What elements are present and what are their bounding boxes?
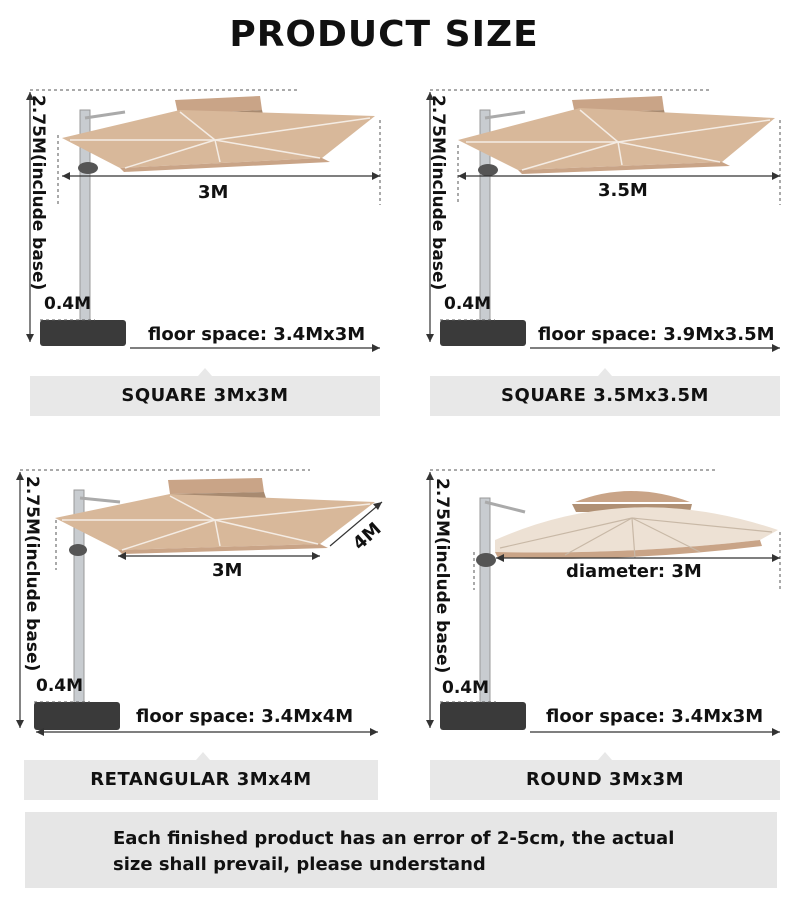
caption-bar bbox=[30, 376, 380, 416]
notice-line-1: Each finished product has an error of 2-5cm, the actual bbox=[113, 828, 675, 849]
page-title: PRODUCT SIZE bbox=[229, 14, 539, 55]
error-notice bbox=[25, 812, 777, 888]
depth-label: 4M bbox=[348, 518, 386, 555]
floor-space-label: floor space: 3.4Mx3M bbox=[148, 324, 366, 345]
width-label: 3M bbox=[198, 182, 229, 203]
umbrella-square-3x3-illustration bbox=[0, 0, 400, 420]
height-label: 2.75M(include base) bbox=[432, 478, 452, 674]
base-height-label: 0.4M bbox=[36, 676, 84, 696]
caption-square-3x3: SQUARE 3Mx3M bbox=[121, 385, 289, 406]
floor-space-label: floor space: 3.9Mx3.5M bbox=[538, 324, 775, 345]
caption-bar bbox=[430, 376, 780, 416]
width-label: 3.5M bbox=[598, 180, 648, 201]
height-label: 2.75M(include base) bbox=[428, 95, 448, 291]
umbrella-square-3-5-illustration bbox=[400, 0, 800, 420]
height-label: 2.75M(include base) bbox=[22, 476, 42, 672]
umbrella-panel-round-3x3 bbox=[400, 440, 800, 810]
base-height-label: 0.4M bbox=[44, 294, 92, 314]
caption-bar bbox=[24, 760, 378, 800]
notice-line-2: size shall prevail, please understand bbox=[113, 854, 486, 875]
umbrella-panel-square-3x3 bbox=[0, 0, 400, 420]
floor-space-label: floor space: 3.4Mx4M bbox=[136, 706, 354, 727]
caption-bar bbox=[430, 760, 780, 800]
caption-square-3-5x3-5: SQUARE 3.5Mx3.5M bbox=[501, 385, 709, 406]
caption-rectangular-3x4: RETANGULAR 3Mx4M bbox=[90, 769, 312, 790]
width-label: 3M bbox=[212, 560, 243, 581]
floor-space-label: floor space: 3.4Mx3M bbox=[546, 706, 764, 727]
base-height-label: 0.4M bbox=[442, 678, 490, 698]
umbrella-panel-square-3-5x3-5 bbox=[400, 0, 800, 420]
height-label: 2.75M(include base) bbox=[28, 95, 48, 291]
caption-round-3x3: ROUND 3Mx3M bbox=[525, 769, 685, 790]
base-height-label: 0.4M bbox=[444, 294, 492, 314]
umbrella-panel-rectangular-3x4 bbox=[0, 440, 400, 810]
diameter-label: diameter: 3M bbox=[566, 561, 702, 582]
